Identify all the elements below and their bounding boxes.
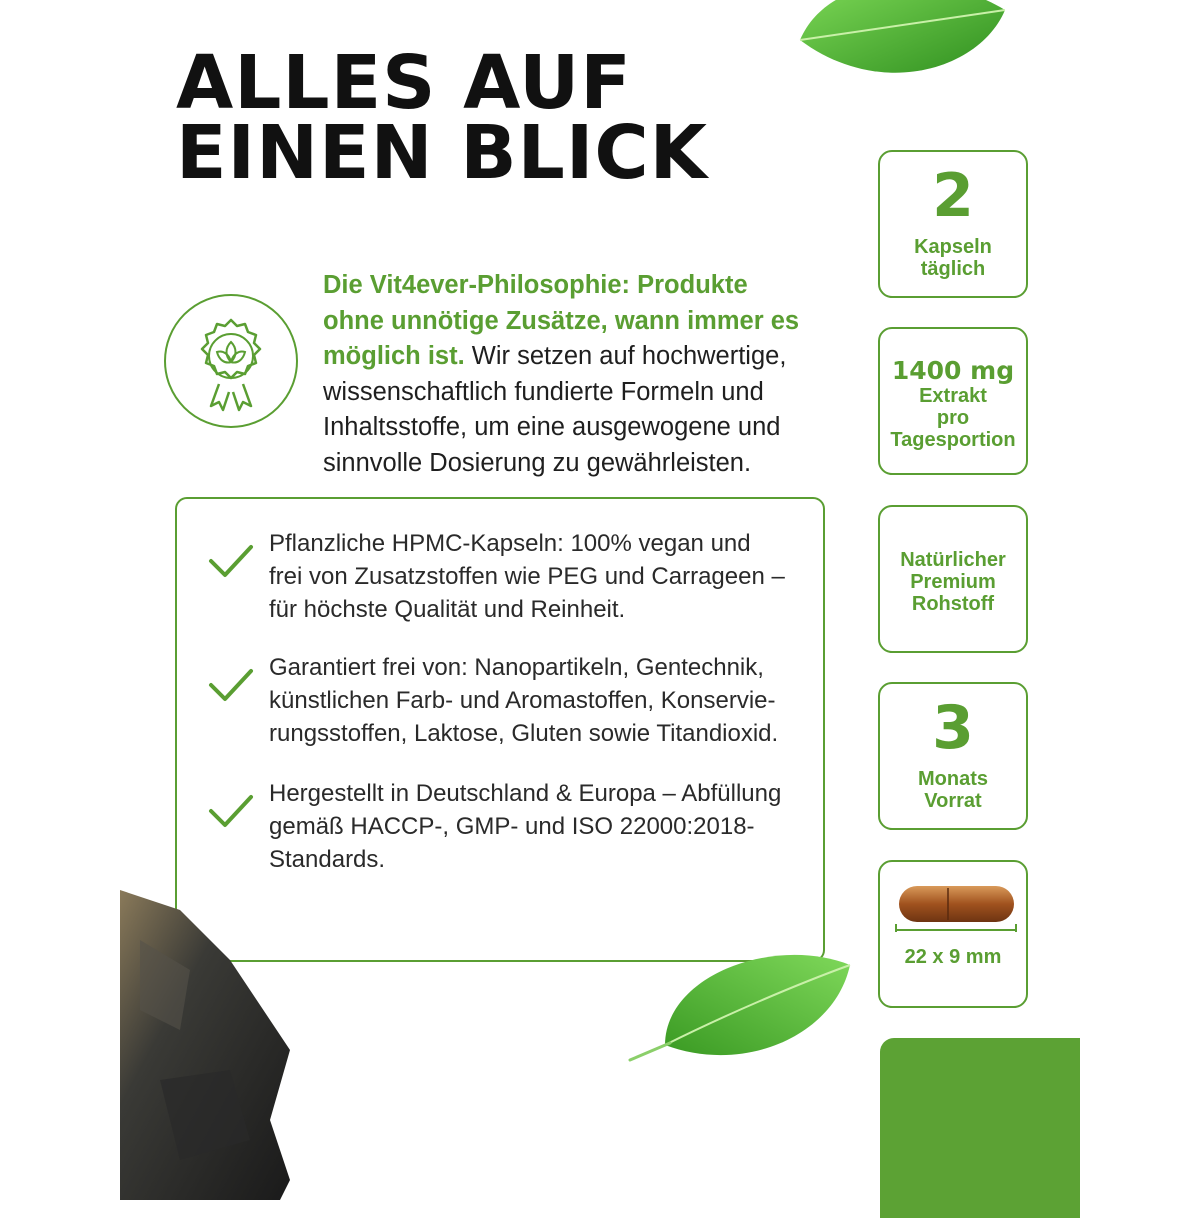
capsule-icon — [880, 862, 1030, 932]
feature-text-2: Garantiert frei von: Nanopartikeln, Gentechnik, künstlichen Farb- und Aromastoffen, Konservie-rungsstoffen, Laktose, Gluten sowie Titandioxid. — [269, 654, 779, 747]
page-title — [176, 40, 816, 196]
quality-badge-lotus-icon — [162, 292, 300, 430]
feature-text-1: Pflanzliche HPMC-Kapseln: 100% vegan und frei von Zusatzstoffen wie PEG und Carrageen – für höchste Qualität und Reinheit. — [269, 530, 785, 623]
stat-extract-line2: pro — [936, 407, 970, 429]
page-title-line-2: EINEN BLICK — [176, 110, 708, 196]
stat-supply-line1: Monats — [918, 768, 988, 790]
stat-card-capsules — [878, 150, 1028, 298]
stat-supply-number: 3 — [932, 693, 974, 763]
stat-raw-line3: Rohstoff — [911, 593, 995, 615]
check-icon — [207, 543, 255, 579]
stat-extract-line3: Tagesportion — [890, 429, 1016, 451]
page-title-line-1: ALLES AUF — [176, 40, 632, 126]
stat-card-extract — [878, 327, 1028, 475]
stat-supply-line2: Vorrat — [924, 790, 982, 812]
stat-raw-line1: Natürlicher — [900, 549, 1006, 571]
philosophy-body: Wir setzen auf hochwertige, wissenschaftlich fundierte Formeln und Inhaltsstoffe, um eine ausgewogene und sinnvolle Dosierung zu gewährleisten. — [323, 342, 787, 477]
philosophy-text — [323, 268, 803, 481]
stat-capsules-line1: Kapseln — [914, 236, 992, 258]
green-accent-block — [880, 1038, 1080, 1218]
stat-capsule-size-label: 22 x 9 mm — [904, 946, 1002, 968]
stat-capsules-number: 2 — [932, 161, 974, 231]
stat-card-supply — [878, 682, 1028, 830]
stat-extract-amount: 1400 mg — [891, 356, 1015, 385]
feature-text-3: Hergestellt in Deutschland & Europa – Abfüllung gemäß HACCP-, GMP- und ISO 22000:2018-Standards. — [269, 780, 782, 873]
check-icon — [207, 793, 255, 829]
leaf-top-image — [790, 0, 1010, 100]
philosophy-highlight: Die Vit4ever-Philosophie: Produkte ohne unnötige Zusätze, wann immer es möglich ist. — [323, 271, 800, 370]
check-icon — [207, 667, 255, 703]
leaf-bottom-image — [625, 935, 865, 1075]
stat-extract-line1: Extrakt — [919, 385, 987, 407]
stat-card-capsule-size — [878, 860, 1028, 1008]
stat-capsules-line2: täglich — [920, 258, 986, 280]
stat-raw-line2: Premium — [910, 571, 996, 593]
stat-card-raw-material — [878, 505, 1028, 653]
raw-material-stone-image — [120, 880, 300, 1200]
